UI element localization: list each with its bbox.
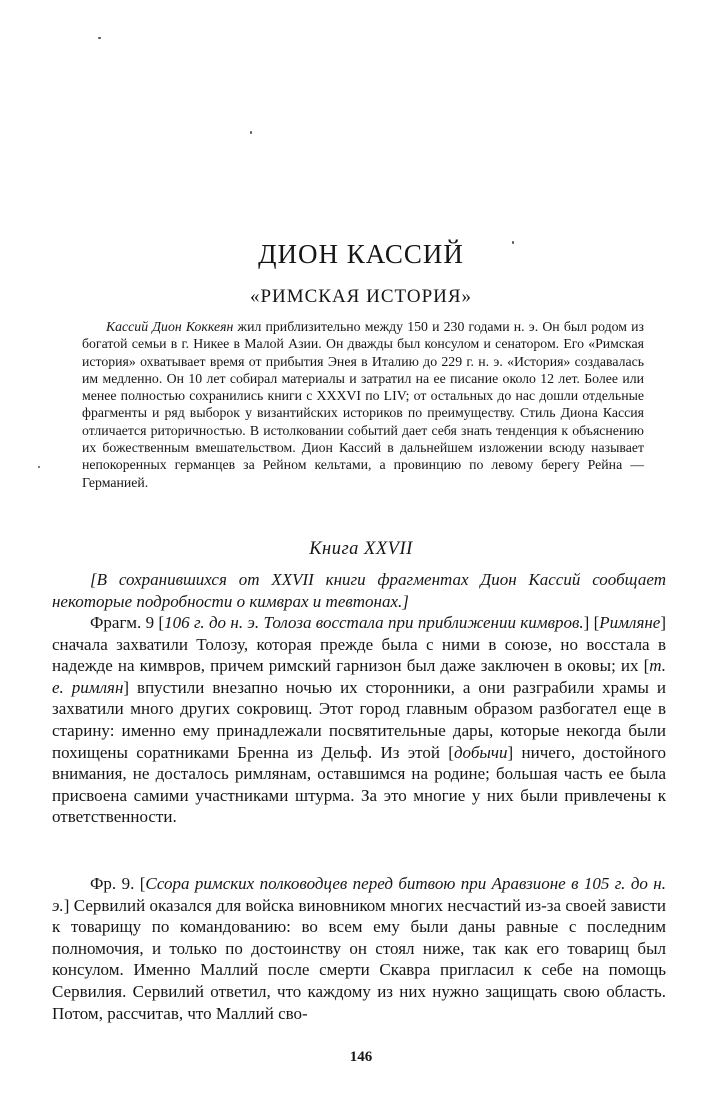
fragment-prefix: Фр. 9. [ [90, 874, 146, 893]
editor-note: Римляне [599, 613, 661, 632]
text-segment: ] впустили внезапно ночью их сторонники, а они разграбили храмы и захватили много других сокровищ. Этот город главным образом разбогател еще в старину: именно ему принадлежали посвятительные дары, которые некогда были похищены соратниками Бренна из Дельф. Из этой [ [52, 677, 666, 762]
page-number: 146 [349, 1049, 373, 1065]
author-name: Кассий Дион Коккеян [106, 319, 234, 334]
chapter-title: ДИОН КАССИЙ [258, 239, 464, 269]
text-segment: ] Сервилий оказался для войска виновником многих несчастий из-за своей зависти к товарищу по командованию: во всем ему были даны равные с последним полномочия, и только по достоинству он стоял ниже, так как его товарищ был консулом. Именно Маллий после смерти Скавра пригласил к себе на помощь Сервилия. Сервилий ответил, что каждому из них нужно защищать свою область. Потом, рассчитав, что Маллий сво- [52, 895, 666, 1023]
scan-speck [250, 131, 252, 134]
work-title: «РИМСКАЯ ИСТОРИЯ» [249, 286, 473, 307]
editor-note: 106 г. до н. э. Толоза восстала при приближении кимвров. [164, 613, 584, 632]
fragment-paragraph [52, 873, 666, 1024]
text-segment: ] ничего, достойного внимания, не досталось римлянам, оставшимся на родине; большая часть ее была присвоена самими участниками штурма. За это многие у них были привлечены к ответственности. [52, 742, 666, 827]
author-intro [82, 318, 644, 491]
editor-note: т. е. римлян [52, 656, 666, 697]
editor-note: Ссора римских полководцев перед битвою при Аравзионе в 105 г. до н. э. [52, 874, 666, 915]
editor-note: добычи [453, 742, 508, 762]
intro-text: жил приблизительно между 150 и 230 годами н. э. Он был родом из богатой семьи в г. Никее в Малой Азии. Он дважды был консулом и сенатором. Его «Римская история» охватывает время от прибытия Энея в Италию до 229 г. н. э. «История» создавалась им медленно. Он 10 лет собирал материалы и затратил на ее писание около 12 лет. Более или менее полностью сохранились книги с XXXVI по LIV; от остальных до нас дошли отдельные фрагменты и ряд выборок у византийских историков по преимуществу. Стиль Диона Кассия отличается риторичностью. В истолковании событий дает себя знать тенденция к объяснению их божественным вмешательством. Дион Кассий в дальнейшем изложении всюду называет непокоренных германцев за Рейном кельтами, а провинцию по левому берегу Рейна — Германией. [82, 319, 645, 490]
editor-note-paragraph: [В сохранившихся от XXVII книги фрагментах Дион Кассий сообщает некоторые подробности о кимврах и тевтонах.] [52, 570, 666, 611]
scan-speck [38, 466, 40, 468]
book-heading: Книга XXVII [309, 539, 413, 559]
text-segment: ] [ [583, 613, 600, 632]
fragment-paragraph [52, 612, 666, 828]
text-segment: ] сначала захватили Толозу, которая прежде была с ними в союзе, но восстала в надежде на кимвров, причем римский гарнизон был даже заключен в оковы; их [ [52, 613, 666, 676]
fragment-prefix: Фрагм. 9 [ [90, 613, 165, 632]
scan-speck [98, 37, 101, 39]
